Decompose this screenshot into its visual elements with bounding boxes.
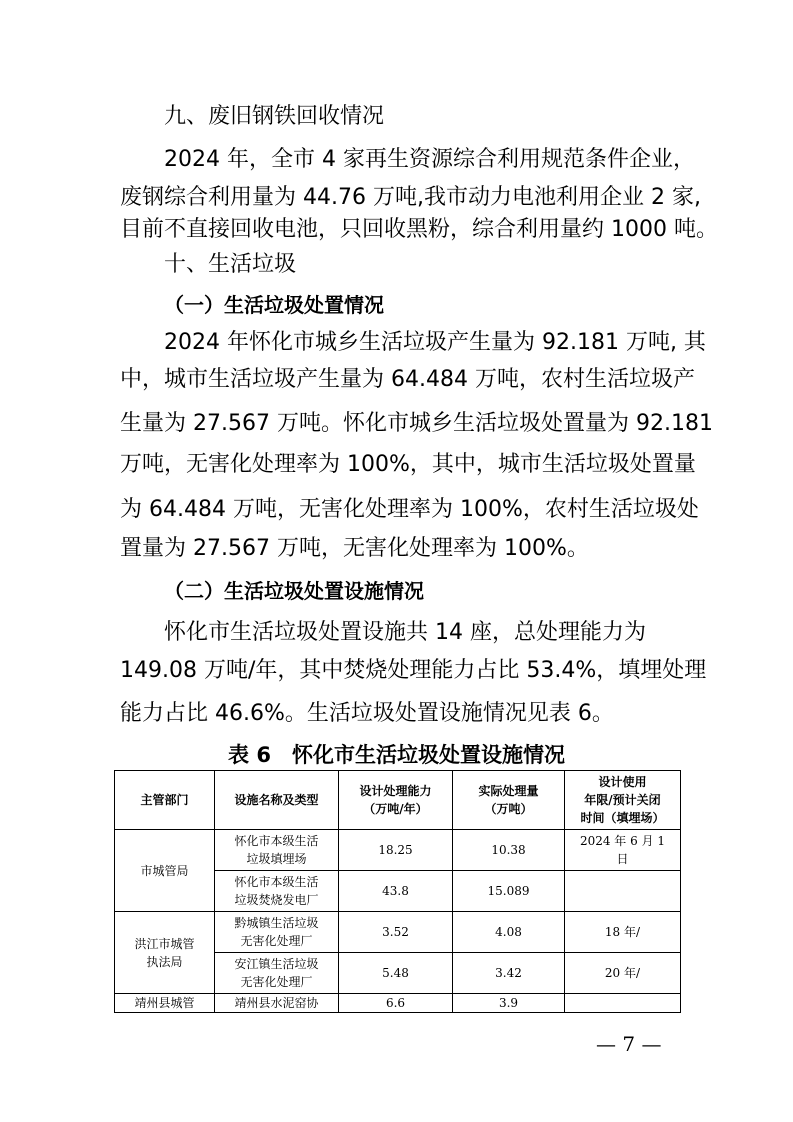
table-row bbox=[115, 994, 681, 1013]
paragraph-line: 生量为 27.567 万吨。怀化市城乡生活垃圾处置量为 92.181 bbox=[120, 411, 713, 436]
table-row bbox=[115, 912, 681, 953]
capacity-cell: 3.52 bbox=[339, 912, 453, 953]
table-row bbox=[115, 830, 681, 871]
paragraph-line: 万吨，无害化处理率为 100%，其中，城市生活垃圾处置量 bbox=[120, 452, 696, 477]
section-10-heading: 十、生活垃圾 bbox=[164, 252, 297, 277]
facility-name-cell: 黔城镇生活垃圾 无害化处理厂 bbox=[215, 912, 339, 953]
capacity-cell: 6.6 bbox=[339, 994, 453, 1013]
facility-name-cell: 安江镇生活垃圾 无害化处理厂 bbox=[215, 953, 339, 994]
header-dept: 主管部门 bbox=[115, 771, 215, 830]
life-cell: 2024 年 6 月 1 日 bbox=[565, 830, 681, 871]
actual-cell: 10.38 bbox=[453, 830, 565, 871]
table-header-row bbox=[115, 771, 681, 830]
section-9-heading: 九、废旧钢铁回收情况 bbox=[164, 104, 385, 129]
life-cell: 20 年/ bbox=[565, 953, 681, 994]
facility-name-cell: 怀化市本级生活 垃圾填埋场 bbox=[215, 830, 339, 871]
header-actual-volume: 实际处理量 （万吨） bbox=[453, 771, 565, 830]
facility-name-cell: 怀化市本级生活 垃圾焚烧发电厂 bbox=[215, 871, 339, 912]
dept-cell: 市城管局 bbox=[115, 830, 215, 912]
actual-cell: 3.9 bbox=[453, 994, 565, 1013]
capacity-cell: 18.25 bbox=[339, 830, 453, 871]
dept-cell: 洪江市城管 执法局 bbox=[115, 912, 215, 994]
capacity-cell: 43.8 bbox=[339, 871, 453, 912]
capacity-cell: 5.48 bbox=[339, 953, 453, 994]
paragraph-line: 中，城市生活垃圾产生量为 64.484 万吨，农村生活垃圾产 bbox=[120, 367, 695, 392]
paragraph-line: 2024 年怀化市城乡生活垃圾产生量为 92.181 万吨, 其 bbox=[164, 330, 706, 355]
paragraph-line: 目前不直接回收电池，只回收黑粉，综合利用量约 1000 吨。 bbox=[120, 217, 718, 242]
paragraph-line: 为 64.484 万吨，无害化处理率为 100%，农村生活垃圾处 bbox=[120, 497, 699, 522]
subsection-1-heading: （一）生活垃圾处置情况 bbox=[164, 293, 384, 317]
actual-cell: 15.089 bbox=[453, 871, 565, 912]
actual-cell: 4.08 bbox=[453, 912, 565, 953]
life-cell bbox=[565, 994, 681, 1013]
paragraph-line: 2024 年，全市 4 家再生资源综合利用规范条件企业， bbox=[164, 147, 695, 172]
dept-cell: 靖州县城管 bbox=[115, 994, 215, 1013]
actual-cell: 3.42 bbox=[453, 953, 565, 994]
facility-name-cell: 靖州县水泥窑协 bbox=[215, 994, 339, 1013]
facilities-table bbox=[114, 770, 681, 1013]
life-cell: 18 年/ bbox=[565, 912, 681, 953]
subsection-2-heading: （二）生活垃圾处置设施情况 bbox=[164, 579, 424, 603]
life-cell bbox=[565, 871, 681, 912]
paragraph-line: 149.08 万吨/年，其中焚烧处理能力占比 53.4%，填埋处理 bbox=[120, 658, 707, 683]
paragraph-line: 能力占比 46.6%。生活垃圾处置设施情况见表 6。 bbox=[120, 701, 614, 726]
table-caption: 表 6 怀化市生活垃圾处置设施情况 bbox=[228, 743, 565, 767]
header-service-life: 设计使用 年限/预计关闭 时间（填埋场） bbox=[565, 771, 681, 830]
paragraph-line: 废钢综合利用量为 44.76 万吨,我市动力电池利用企业 2 家, bbox=[120, 185, 701, 210]
header-facility-name: 设施名称及类型 bbox=[215, 771, 339, 830]
page-number: — 7 — bbox=[596, 1032, 662, 1056]
header-design-capacity: 设计处理能力 （万吨/年） bbox=[339, 771, 453, 830]
paragraph-line: 怀化市生活垃圾处置设施共 14 座，总处理能力为 bbox=[164, 620, 646, 645]
paragraph-line: 置量为 27.567 万吨，无害化处理率为 100%。 bbox=[120, 536, 589, 561]
